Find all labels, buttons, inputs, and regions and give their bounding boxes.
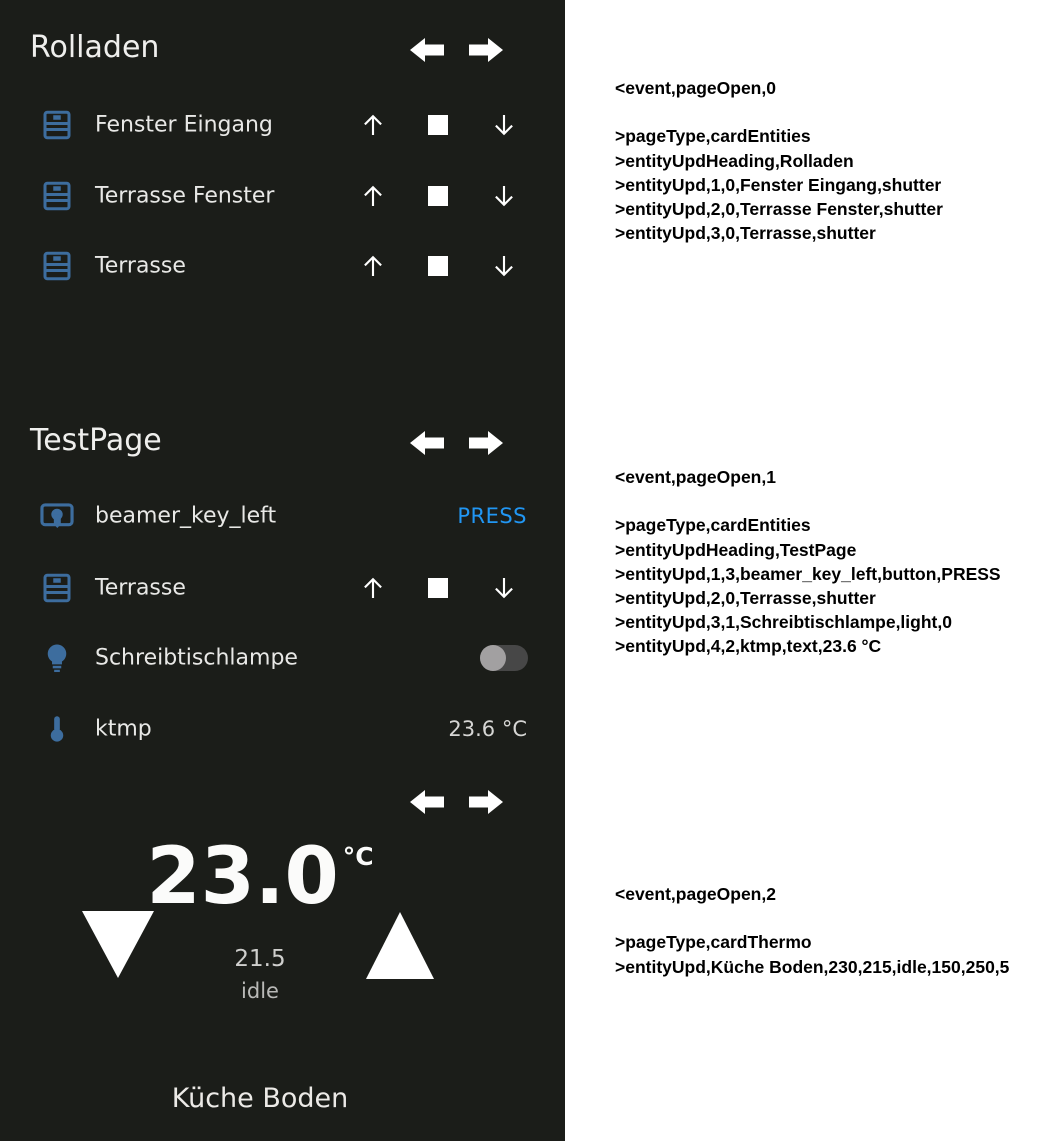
card-heading-rolladen: Rolladen xyxy=(30,30,160,65)
entity-row xyxy=(0,488,565,544)
page-nav xyxy=(410,428,550,458)
entity-label: beamer_key_left xyxy=(95,503,277,529)
nav-left-icon[interactable] xyxy=(410,787,444,817)
protocol-block-0 xyxy=(615,76,1040,245)
protocol-line: >entityUpd,4,2,ktmp,text,23.6 °C xyxy=(615,636,882,657)
hvac-state: idle xyxy=(241,979,279,1003)
shutter-up-icon[interactable] xyxy=(357,109,389,141)
target-temperature: 21.5 xyxy=(234,946,286,972)
nav-right-icon[interactable] xyxy=(469,787,503,817)
entity-row xyxy=(0,560,565,616)
shutter-stop-icon[interactable] xyxy=(422,109,454,141)
protocol-line: >pageType,cardThermo xyxy=(615,932,812,953)
nav-left-icon[interactable] xyxy=(410,35,444,65)
protocol-line: <event,pageOpen,2 xyxy=(615,884,776,904)
card-heading-testpage: TestPage xyxy=(30,423,162,458)
shutter-down-icon[interactable] xyxy=(488,250,520,282)
entity-label: Terrasse xyxy=(95,575,186,601)
shutter-icon xyxy=(38,177,76,215)
shutter-icon xyxy=(38,106,76,144)
entity-row xyxy=(0,630,565,686)
shutter-up-icon[interactable] xyxy=(357,572,389,604)
shutter-down-icon[interactable] xyxy=(488,109,520,141)
shutter-down-icon[interactable] xyxy=(488,180,520,212)
entity-row xyxy=(0,701,565,757)
shutter-up-icon[interactable] xyxy=(357,180,389,212)
protocol-block-2 xyxy=(615,882,1040,979)
protocol-line: >entityUpd,2,0,Terrasse,shutter xyxy=(615,588,876,608)
temperature-unit: °C xyxy=(342,842,374,871)
protocol-line: >entityUpd,1,0,Fenster Eingang,shutter xyxy=(615,174,942,195)
entity-label: Terrasse xyxy=(95,253,186,279)
nav-right-icon[interactable] xyxy=(469,35,503,65)
shutter-icon xyxy=(38,247,76,285)
toggle-knob xyxy=(480,645,506,671)
thermostat-name: Küche Boden xyxy=(171,1083,349,1114)
gesture-tap-button-icon xyxy=(38,497,76,535)
entity-label: Fenster Eingang xyxy=(95,112,273,138)
shutter-down-icon[interactable] xyxy=(488,572,520,604)
entity-label: Schreibtischlampe xyxy=(95,645,298,671)
entity-row xyxy=(0,238,565,294)
entity-row xyxy=(0,168,565,224)
lightbulb-icon xyxy=(38,639,76,677)
protocol-line: >entityUpdHeading,TestPage xyxy=(615,539,857,560)
thermometer-icon xyxy=(38,710,76,748)
shutter-icon xyxy=(38,569,76,607)
protocol-line: <event,pageOpen,0 xyxy=(615,78,776,98)
shutter-stop-icon[interactable] xyxy=(422,572,454,604)
protocol-line: >entityUpdHeading,Rolladen xyxy=(615,150,854,171)
protocol-line: >entityUpd,3,1,Schreibtischlampe,light,0 xyxy=(615,612,952,633)
entity-row xyxy=(0,97,565,153)
protocol-block-1 xyxy=(615,465,1040,659)
nav-left-icon[interactable] xyxy=(410,428,444,458)
shutter-up-icon[interactable] xyxy=(357,250,389,282)
protocol-line: >pageType,cardEntities xyxy=(615,515,811,536)
nav-right-icon[interactable] xyxy=(469,428,503,458)
entity-label: ktmp xyxy=(95,716,152,742)
protocol-line: >entityUpd,2,0,Terrasse Fenster,shutter xyxy=(615,199,943,219)
page-nav xyxy=(410,787,550,817)
protocol-line: <event,pageOpen,1 xyxy=(615,467,776,487)
press-button[interactable]: PRESS xyxy=(457,504,527,528)
shutter-stop-icon[interactable] xyxy=(422,180,454,212)
current-temperature: 23.0 $^{^\circ C}$ xyxy=(146,832,374,922)
light-toggle-switch[interactable] xyxy=(480,645,528,671)
sensor-value: 23.6 °C xyxy=(448,717,527,741)
page-nav xyxy=(410,35,550,65)
entity-label: Terrasse Fenster xyxy=(95,183,275,209)
protocol-line: >entityUpd,Küche Boden,230,215,idle,150,250,5 xyxy=(615,956,1010,977)
protocol-line: >entityUpd,3,0,Terrasse,shutter xyxy=(615,223,876,244)
shutter-stop-icon[interactable] xyxy=(422,250,454,282)
protocol-line: >pageType,cardEntities xyxy=(615,126,811,147)
protocol-line: >entityUpd,1,3,beamer_key_left,button,PRESS xyxy=(615,563,1001,584)
